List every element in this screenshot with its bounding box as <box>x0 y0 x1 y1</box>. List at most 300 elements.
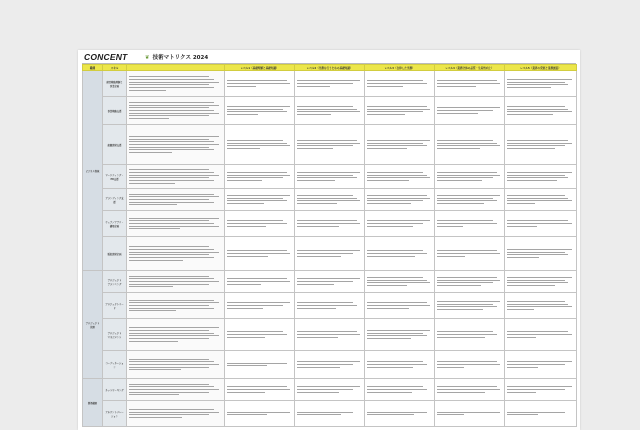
text-line <box>507 79 572 80</box>
text-line <box>297 392 339 393</box>
text-line <box>129 107 210 108</box>
brand-logo: CONCENT <box>84 52 128 62</box>
text-line <box>437 220 494 221</box>
text-line <box>297 200 360 201</box>
text-line <box>507 364 565 365</box>
text-line <box>227 392 266 393</box>
level-cell <box>295 351 365 379</box>
text-line <box>227 143 287 144</box>
text-line <box>367 386 424 387</box>
text-line <box>507 334 572 335</box>
text-line <box>227 226 267 227</box>
text-line <box>129 144 219 145</box>
text-line <box>129 409 215 410</box>
text-line <box>367 335 427 336</box>
document-sheet <box>78 50 580 430</box>
text-block <box>129 298 223 314</box>
text-line <box>367 223 424 224</box>
text-block <box>129 325 223 344</box>
category-cell: ビジネス領域 <box>83 71 103 271</box>
description-cell <box>127 165 225 189</box>
text-block <box>507 299 575 312</box>
text-line <box>297 86 330 87</box>
text-line <box>437 280 500 281</box>
text-block <box>227 78 293 88</box>
text-line <box>437 226 463 227</box>
text-line <box>129 284 210 285</box>
level-cell <box>435 293 505 319</box>
skill-cell: 経営戦略理解と 事業企画 <box>103 71 127 97</box>
description-cell <box>127 125 225 165</box>
text-line <box>367 200 424 201</box>
text-line <box>129 194 215 195</box>
text-line <box>297 220 357 221</box>
text-line <box>437 180 483 181</box>
description-cell <box>127 97 225 125</box>
level-cell <box>225 293 295 319</box>
text-line <box>227 284 261 285</box>
text-block <box>507 329 575 339</box>
text-block <box>227 218 293 228</box>
text-line <box>297 412 354 413</box>
text-line <box>297 278 360 279</box>
text-block <box>129 216 223 232</box>
text-line <box>437 113 479 114</box>
level-cell <box>365 401 435 427</box>
text-block <box>367 193 433 206</box>
text-line <box>437 177 494 178</box>
text-block <box>227 329 293 339</box>
text-line <box>507 175 565 176</box>
text-line <box>227 200 287 201</box>
text-line <box>367 220 430 221</box>
text-line <box>227 302 290 303</box>
text-line <box>227 86 257 87</box>
text-line <box>437 172 497 173</box>
text-line <box>367 177 430 178</box>
text-block <box>437 329 503 339</box>
table-row <box>83 319 577 351</box>
text-line <box>129 139 210 140</box>
text-line <box>507 386 572 387</box>
text-line <box>129 180 215 181</box>
text-line <box>437 309 483 310</box>
text-line <box>297 175 354 176</box>
level-cell <box>225 401 295 427</box>
level-cell <box>365 271 435 293</box>
level-cell <box>365 125 435 165</box>
text-line <box>129 249 215 250</box>
text-line <box>129 310 176 311</box>
text-line <box>297 223 360 224</box>
text-line <box>507 172 572 173</box>
leaf-icon: ❦ <box>145 55 150 61</box>
text-line <box>227 195 290 196</box>
level-cell <box>435 237 505 271</box>
text-line <box>367 148 407 149</box>
text-line <box>437 389 500 390</box>
level-cell <box>295 293 365 319</box>
text-block <box>367 275 433 288</box>
description-cell <box>127 71 225 97</box>
text-line <box>437 148 481 149</box>
description-cell <box>127 379 225 401</box>
level-cell <box>225 351 295 379</box>
text-block <box>227 361 293 369</box>
level-cell <box>295 189 365 211</box>
text-line <box>227 278 287 279</box>
skill-cell: プロジェクト マネジメント <box>103 319 127 351</box>
description-cell <box>127 293 225 319</box>
text-line <box>227 220 284 221</box>
level-cell <box>505 237 577 271</box>
text-block <box>129 382 223 398</box>
text-block <box>297 248 363 258</box>
text-line <box>507 82 565 83</box>
text-line <box>367 414 415 415</box>
text-line <box>129 84 210 85</box>
text-line <box>227 180 263 181</box>
text-line <box>367 250 424 251</box>
level-cell <box>435 211 505 237</box>
text-block <box>129 274 223 290</box>
description-cell <box>127 401 225 427</box>
text-line <box>129 300 215 301</box>
text-line <box>367 338 412 339</box>
level-cell <box>505 401 577 427</box>
text-block <box>297 218 363 228</box>
text-line <box>367 175 427 176</box>
text-line <box>507 389 565 390</box>
text-line <box>507 87 551 88</box>
text-line <box>297 226 340 227</box>
text-line <box>129 113 219 114</box>
text-line <box>297 414 341 415</box>
level-cell <box>295 271 365 293</box>
text-block <box>367 384 433 394</box>
text-line <box>297 308 337 309</box>
text-block <box>297 138 363 151</box>
text-line <box>129 204 178 205</box>
text-line <box>129 335 219 336</box>
text-block <box>437 218 503 228</box>
text-line <box>227 106 290 107</box>
text-line <box>129 369 182 370</box>
text-line <box>227 172 287 173</box>
text-block <box>367 328 433 341</box>
text-line <box>367 285 408 286</box>
skill-cell: 事業戦略支援 <box>103 97 127 125</box>
text-line <box>129 384 210 385</box>
level-cell <box>225 271 295 293</box>
text-block <box>227 276 293 286</box>
text-line <box>227 109 284 110</box>
level-cell <box>435 97 505 125</box>
text-line <box>437 392 486 393</box>
text-block <box>437 299 503 312</box>
text-line <box>297 145 354 146</box>
skill-cell: 組織開発支援 <box>103 125 127 165</box>
level-cell <box>435 351 505 379</box>
level-cell <box>225 237 295 271</box>
level-cell <box>435 71 505 97</box>
level-cell <box>225 189 295 211</box>
text-line <box>297 367 341 368</box>
text-block <box>227 193 293 206</box>
text-line <box>129 330 210 331</box>
text-line <box>507 106 565 107</box>
text-block <box>367 300 433 310</box>
text-block <box>437 384 503 394</box>
level-cell <box>365 189 435 211</box>
text-line <box>507 226 538 227</box>
text-block <box>227 104 293 117</box>
text-line <box>227 80 287 81</box>
text-line <box>437 143 497 144</box>
text-line <box>227 256 269 257</box>
skill-matrix-table <box>82 64 577 427</box>
text-line <box>367 145 427 146</box>
text-line <box>129 76 210 77</box>
text-line <box>227 111 287 112</box>
text-line <box>227 386 287 387</box>
text-block <box>437 193 503 206</box>
table-row <box>83 401 577 427</box>
table-row <box>83 189 577 211</box>
level-cell <box>295 237 365 271</box>
text-line <box>129 305 210 306</box>
text-line <box>227 177 284 178</box>
text-block <box>507 170 575 183</box>
text-line <box>367 180 409 181</box>
text-block <box>437 138 503 151</box>
text-block <box>507 218 575 228</box>
text-line <box>129 338 210 339</box>
column-header: レベル1（基礎理解と基礎知識） <box>225 65 295 71</box>
text-line <box>297 114 332 115</box>
table-row <box>83 125 577 165</box>
level-cell <box>505 293 577 319</box>
text-line <box>129 183 175 184</box>
text-line <box>507 195 565 196</box>
text-line <box>437 337 485 338</box>
text-line <box>129 364 219 365</box>
text-block <box>129 74 223 93</box>
text-line <box>507 111 572 112</box>
skill-cell: ネットワーキング <box>103 379 127 401</box>
text-line <box>129 367 210 368</box>
skill-cell: プロジェクト プランニング <box>103 271 127 293</box>
text-block <box>507 77 575 90</box>
table-row <box>83 237 577 271</box>
text-block <box>297 359 363 369</box>
text-block <box>227 410 293 418</box>
table-row <box>83 351 577 379</box>
text-block <box>437 105 503 115</box>
text-line <box>297 140 357 141</box>
table-row <box>83 165 577 189</box>
text-line <box>367 282 430 283</box>
text-line <box>507 114 553 115</box>
level-cell <box>365 97 435 125</box>
text-line <box>297 111 360 112</box>
text-block <box>129 167 223 186</box>
text-block <box>367 170 433 183</box>
text-line <box>437 140 494 141</box>
text-line <box>507 392 537 393</box>
text-line <box>507 220 569 221</box>
text-line <box>367 83 427 84</box>
text-line <box>437 364 500 365</box>
level-cell <box>505 165 577 189</box>
text-block <box>297 329 363 339</box>
text-line <box>297 337 339 338</box>
text-line <box>129 175 219 176</box>
text-line <box>507 140 569 141</box>
text-line <box>297 180 336 181</box>
description-cell <box>127 237 225 271</box>
level-cell <box>365 237 435 271</box>
text-line <box>297 83 354 84</box>
text-line <box>227 148 261 149</box>
level-cell <box>365 211 435 237</box>
text-line <box>129 278 215 279</box>
text-line <box>129 341 179 342</box>
text-block <box>367 410 433 418</box>
text-block <box>367 104 433 117</box>
description-cell <box>127 211 225 237</box>
text-line <box>227 203 265 204</box>
text-line <box>129 327 219 328</box>
text-block <box>507 384 575 394</box>
level-cell <box>435 125 505 165</box>
table-row <box>83 211 577 237</box>
level-cell <box>295 211 365 237</box>
text-line <box>437 145 500 146</box>
text-line <box>367 256 415 257</box>
text-block <box>507 104 575 117</box>
text-block <box>507 247 575 260</box>
text-line <box>367 302 427 303</box>
text-line <box>297 281 354 282</box>
text-line <box>297 172 360 173</box>
category-cell: 関係構築 <box>83 379 103 427</box>
skill-cell: コーディネーション <box>103 351 127 379</box>
text-line <box>367 253 427 254</box>
text-block <box>507 193 575 206</box>
level-cell <box>505 211 577 237</box>
table-row <box>83 293 577 319</box>
text-line <box>129 257 215 258</box>
text-line <box>367 198 430 199</box>
text-line <box>507 145 565 146</box>
text-line <box>129 82 219 83</box>
text-line <box>507 180 557 181</box>
text-line <box>129 220 210 221</box>
text-line <box>437 256 465 257</box>
text-line <box>507 254 569 255</box>
text-line <box>507 257 540 258</box>
text-line <box>507 367 538 368</box>
text-line <box>297 361 360 362</box>
text-line <box>507 337 536 338</box>
text-line <box>437 83 500 84</box>
level-cell <box>295 379 365 401</box>
level-cell <box>505 319 577 351</box>
description-cell <box>127 271 225 293</box>
text-block <box>437 170 503 183</box>
text-line <box>227 281 290 282</box>
level-cell <box>365 379 435 401</box>
text-line <box>437 334 497 335</box>
text-line <box>227 412 290 413</box>
text-block <box>367 248 433 258</box>
text-block <box>227 384 293 394</box>
column-header: レベル2（実務を行うための基礎知識） <box>295 65 365 71</box>
text-line <box>297 195 354 196</box>
text-line <box>129 361 215 362</box>
text-line <box>507 203 536 204</box>
column-header: レベル4（業務全体の品質・生産性向上） <box>435 65 505 71</box>
text-line <box>367 333 424 334</box>
text-block <box>297 410 363 418</box>
text-line <box>227 331 284 332</box>
text-line <box>507 277 572 278</box>
text-line <box>129 252 219 253</box>
text-line <box>297 177 357 178</box>
text-block <box>437 78 503 88</box>
level-cell <box>225 319 295 351</box>
level-cell <box>365 351 435 379</box>
text-line <box>507 414 539 415</box>
text-line <box>367 412 427 413</box>
text-line <box>129 136 219 137</box>
text-block <box>507 410 575 418</box>
text-line <box>367 111 424 112</box>
level-cell <box>505 125 577 165</box>
column-header: 職種 <box>83 65 103 71</box>
level-cell <box>295 71 365 97</box>
level-cell <box>435 319 505 351</box>
text-block <box>129 192 223 208</box>
text-line <box>129 169 210 170</box>
document-title <box>145 53 208 61</box>
text-line <box>437 200 497 201</box>
text-line <box>437 277 497 278</box>
level-cell <box>505 71 577 97</box>
text-line <box>437 110 494 111</box>
level-cell <box>435 165 505 189</box>
text-line <box>129 392 210 393</box>
text-line <box>367 203 411 204</box>
text-block <box>129 357 223 373</box>
text-line <box>297 198 357 199</box>
text-line <box>507 109 569 110</box>
text-line <box>437 198 494 199</box>
text-line <box>129 218 219 219</box>
text-line <box>507 331 569 332</box>
text-line <box>437 250 497 251</box>
column-header: スキル <box>103 65 127 71</box>
text-line <box>297 250 360 251</box>
text-block <box>437 359 503 369</box>
text-block <box>297 193 363 206</box>
text-block <box>437 248 503 258</box>
level-cell <box>365 165 435 189</box>
text-block <box>227 138 293 151</box>
text-line <box>227 337 265 338</box>
level-cell <box>505 189 577 211</box>
